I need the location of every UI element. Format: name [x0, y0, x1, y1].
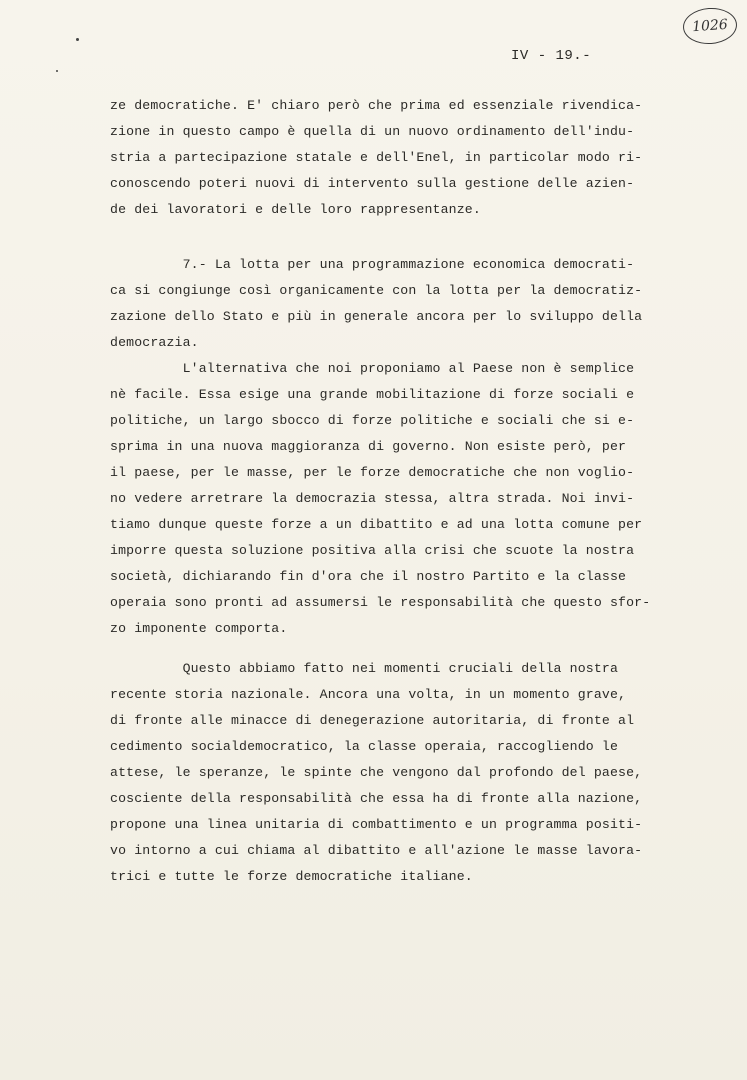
text-line: no vedere arretrare la democrazia stessa, altra strada. Noi invi- — [110, 491, 635, 506]
text-line: recente storia nazionale. Ancora una volta, in un momento grave, — [110, 687, 627, 702]
text-line: trici e tutte le forze democratiche italiane. — [110, 869, 473, 884]
text-line: imporre questa soluzione positiva alla crisi che scuote la nostra — [110, 543, 635, 558]
text-line: tiamo dunque queste forze a un dibattito e ad una lotta comune per — [110, 517, 643, 532]
paragraph — [110, 93, 710, 223]
text-line: società, dichiarando fin d'ora che il nostro Partito e la classe — [110, 569, 627, 584]
ink-speck — [56, 70, 58, 72]
text-line: L'alternativa che noi proponiamo al Paese non è semplice — [110, 361, 635, 376]
text-line: zazione dello Stato e più in generale ancora per lo sviluppo della — [110, 309, 643, 324]
text-line: attese, le speranze, le spinte che vengono dal profondo del paese, — [110, 765, 643, 780]
archive-stamp: 1026 — [682, 6, 738, 46]
text-line: zo imponente comporta. — [110, 621, 288, 636]
ink-speck — [76, 38, 79, 41]
text-line: conoscendo poteri nuovi di intervento sulla gestione delle azien- — [110, 176, 635, 191]
text-line: sprima in una nuova maggioranza di governo. Non esiste però, per — [110, 439, 627, 454]
text-line: propone una linea unitaria di combattimento e un programma positi- — [110, 817, 643, 832]
text-line: 7.- La lotta per una programmazione economica democrati- — [110, 257, 635, 272]
text-line: cedimento socialdemocratico, la classe operaia, raccogliendo le — [110, 739, 619, 754]
text-line: democrazia. — [110, 335, 199, 350]
paragraph — [110, 656, 710, 890]
text-line: di fronte alle minacce di denegerazione autoritaria, di fronte al — [110, 713, 635, 728]
text-line: ze democratiche. E' chiaro però che prima ed essenziale rivendica- — [110, 98, 643, 113]
paragraph — [110, 252, 710, 642]
page-number: IV - 19.- — [511, 48, 592, 64]
text-line: politiche, un largo sbocco di forze politiche e sociali che si e- — [110, 413, 635, 428]
text-line: operaia sono pronti ad assumersi le responsabilità che questo sfor- — [110, 595, 651, 610]
text-line: il paese, per le masse, per le forze democratiche che non voglio- — [110, 465, 635, 480]
text-line: nè facile. Essa esige una grande mobilitazione di forze sociali e — [110, 387, 635, 402]
text-line: stria a partecipazione statale e dell'Enel, in particolar modo ri- — [110, 150, 643, 165]
text-line: cosciente della responsabilità che essa ha di fronte alla nazione, — [110, 791, 643, 806]
text-line: de dei lavoratori e delle loro rappresentanze. — [110, 202, 481, 217]
text-line: zione in questo campo è quella di un nuovo ordinamento dell'indu- — [110, 124, 635, 139]
text-line: Questo abbiamo fatto nei momenti cruciali della nostra — [110, 661, 619, 676]
text-line: ca si congiunge così organicamente con la lotta per la democratiz- — [110, 283, 643, 298]
text-line: vo intorno a cui chiama al dibattito e all'azione le masse lavora- — [110, 843, 643, 858]
